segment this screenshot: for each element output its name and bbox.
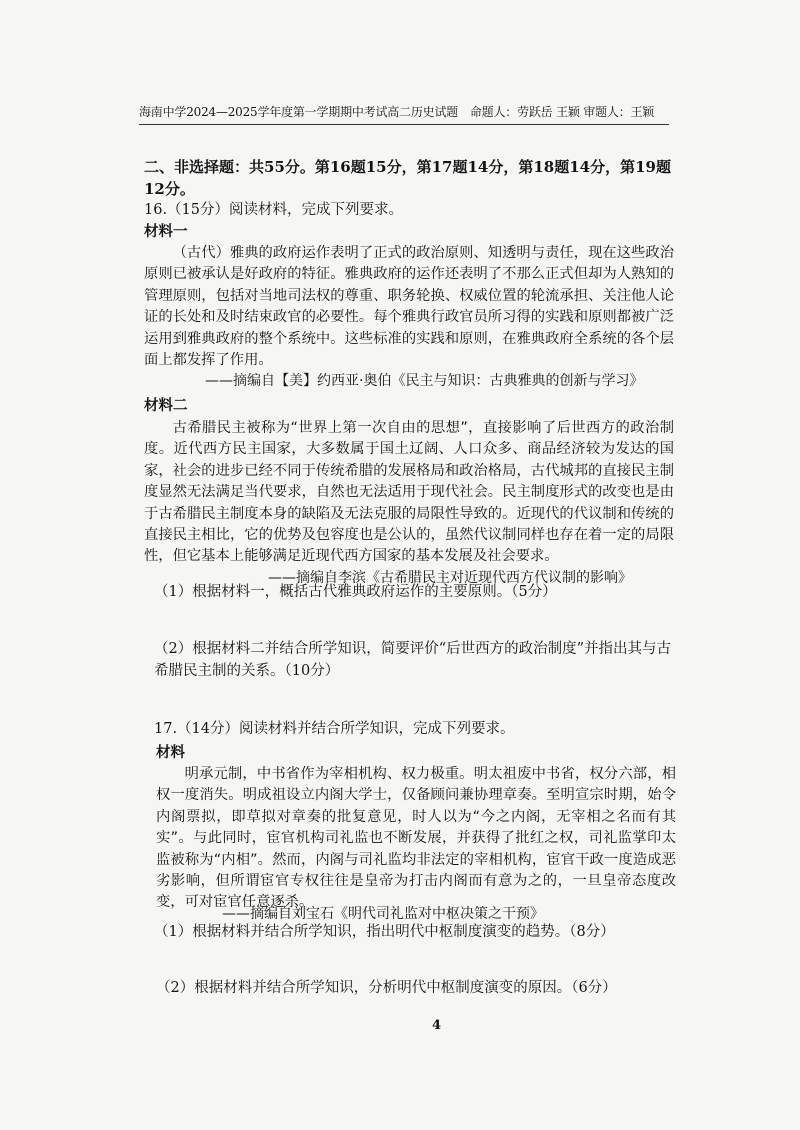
material-2-text: 古希腊民主被称为“世界上第一次自由的思想”，直接影响了后世西方的政治制度。近代西方民主国家，大多数属于国土辽阔、人口众多、商品经济较为发达的国家，社会的进步已经不同于传统希腊的发展格局和政治格局，古代城邦的直接民主制度显然无法满足当代要求，自然也无法适用于现代社会。民主制度形式的改变也是由于古希腊民主制度本身的缺陷及无法克服的局限性导致的。近现代的代议制和传统的直接民主相比，它的优势及包容度也是公认的，虽然代议制同样也存在着一定的局限性，但它基本上能够满足近现代西方国家的基本发展及社会要求。 [144, 420, 674, 565]
material-17-source: ——摘编自刘宝石《明代司礼监对中枢决策之干预》 [222, 906, 544, 922]
question-17-part-1: （1）根据材料并结合所学知识，指出明代中枢制度演变的趋势。（8分） [154, 924, 615, 940]
question-16-part-1: （1）根据材料一，概括古代雅典政府运作的主要原则。（5分） [154, 584, 557, 600]
material-2-source: ——摘编自李滨《古希腊民主对近现代西方代议制的影响》 [268, 570, 632, 586]
material-17-label: 材料 [156, 744, 185, 761]
material-1-label: 材料一 [144, 223, 188, 240]
section-title: 二、非选择题：共55分。第16题15分，第17题14分，第18题14分，第19题12分。 [144, 158, 671, 198]
question-17-title: 17.（14分）阅读材料并结合所学知识，完成下列要求。 [154, 721, 515, 737]
material-17-text: 明承元制，中书省作为宰相机构、权力极重。明太祖废中书省，权分六部，相权一度消失。明成祖设立内阁大学士，仅备顾问兼协理章奏。至明宣宗时期，始令内阁票拟，即草拟对章奏的批复意见，时人以为“今之内阁，无宰相之名而有其实”。与此同时，宦官机构司礼监也不断发展，并获得了批红之权，司礼监掌印太监被称为“内相”。然而，内阁与司礼监均非法定的宰相机构，宦官干政一度造成恶劣影响，但所谓宦官专权往往是皇帝为打击内阁而有意为之的，一旦皇帝态度改变，可对宦官任意逐杀。 [156, 766, 676, 911]
question-16-part-2: （2）根据材料二并结合所学知识，简要评价“后世西方的政治制度”并指出其与古希腊民主制的关系。（10分） [154, 641, 672, 679]
page-number: 4 [432, 1018, 442, 1033]
question-16-title: 16.（15分）阅读材料，完成下列要求。 [144, 202, 404, 218]
material-1-source: ——摘编自【美】约西亚·奥伯《民主与知识：古典雅典的创新与学习》 [205, 373, 644, 389]
page-header: 海南中学2024—2025学年度第一学期期中考试高二历史试题 命题人：劳跃岳 王颖 审题人：王颖 [139, 103, 669, 125]
material-1-text: （古代）雅典的政府运作表明了正式的政治原则、知透明与责任，现在这些政治原则已被承认是好政府的特征。雅典政府的运作还表明了不那么正式但却为人熟知的管理原则，包括对当地司法权的尊重、职务轮换、权威位置的轮流承担、关注他人论证的长处和及时结束政官的必要性。每个雅典行政官员所习得的实践和原则都被广泛运用到雅典政府的整个系统中。这些标准的实践和原则，在雅典政府全系统的各个层面上都发挥了作用。 [144, 245, 674, 369]
material-2-label: 材料二 [144, 397, 188, 414]
question-17-part-2: （2）根据材料并结合所学知识，分析明代中枢制度演变的原因。（6分） [156, 980, 617, 996]
